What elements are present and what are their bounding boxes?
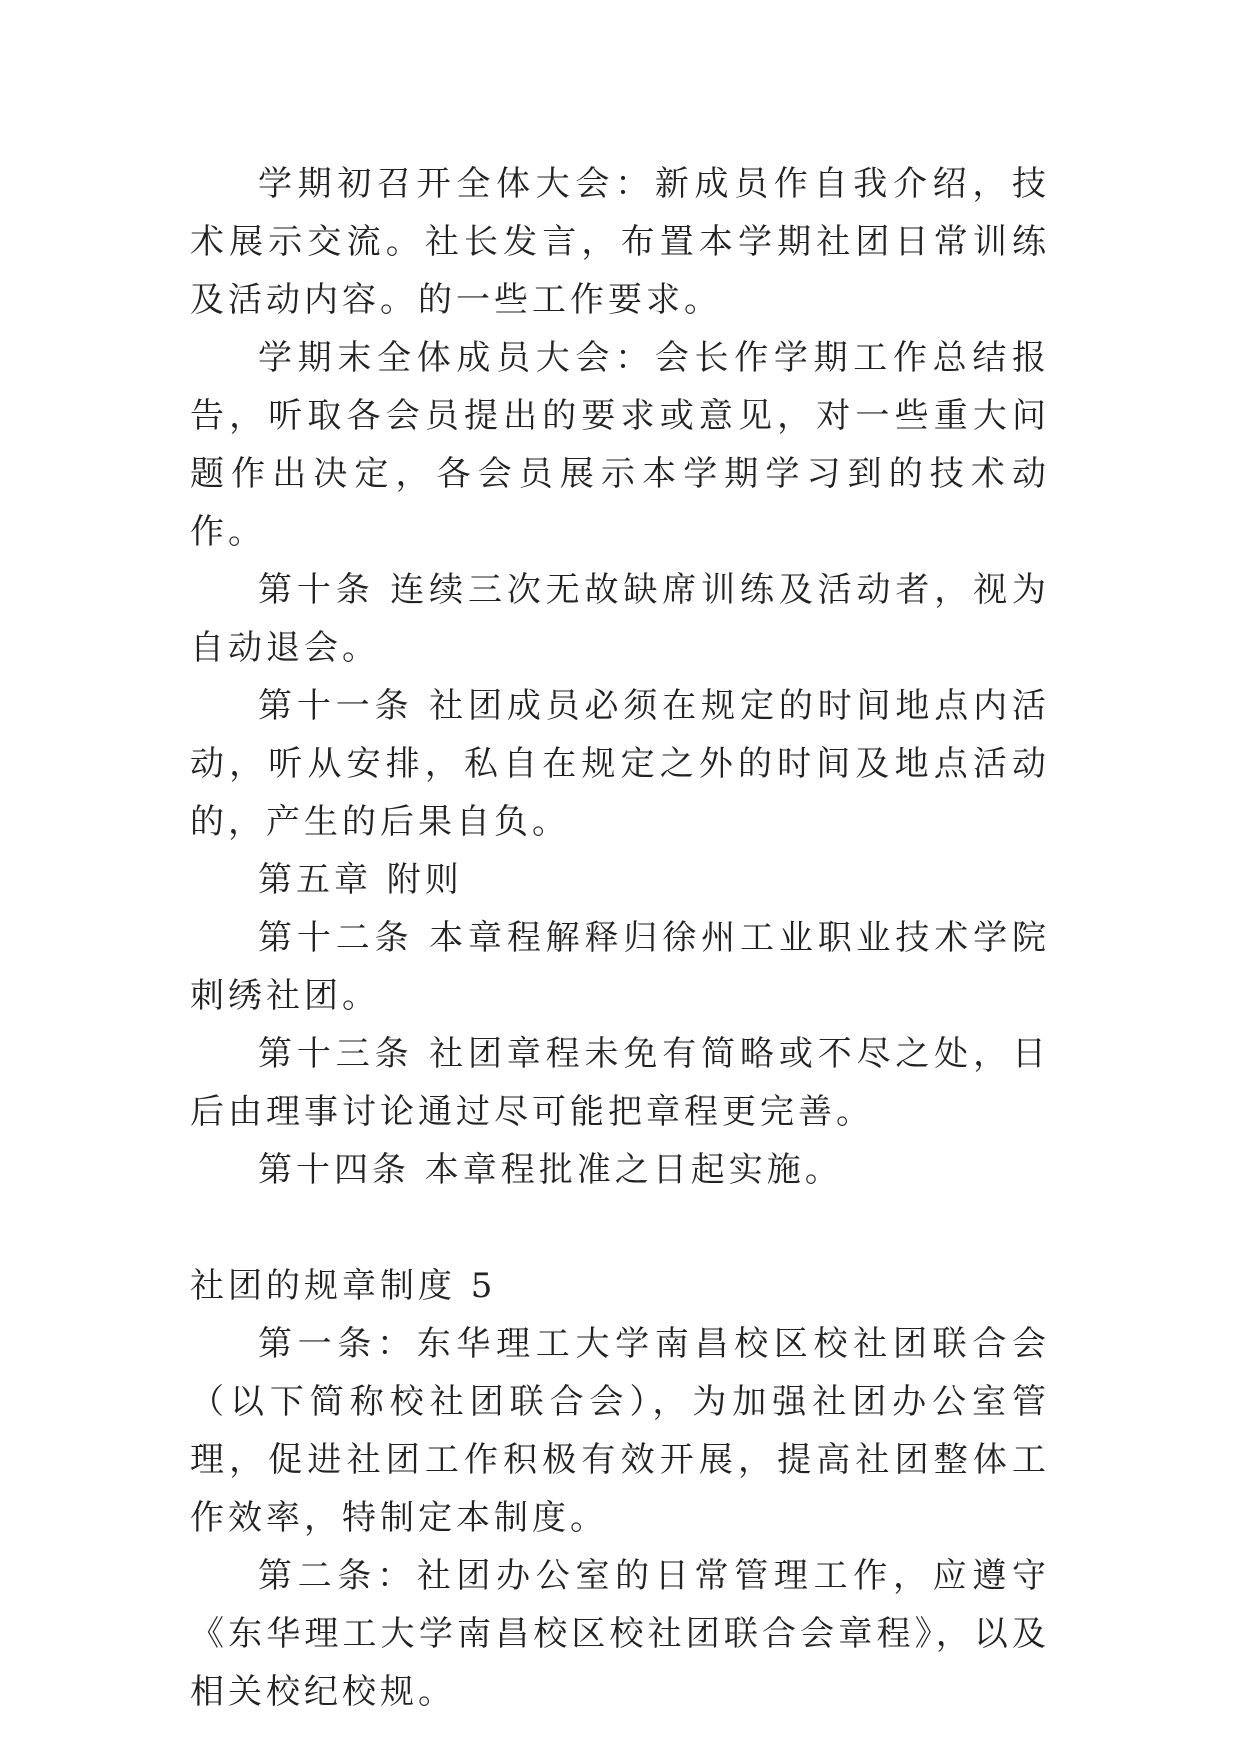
article-11: 第十一条 社团成员必须在规定的时间地点内活动，听从安排，私自在规定之外的时间及地点活动的，产生的后果自负。 — [190, 686, 1050, 842]
paragraph-end-of-term-meeting: 学期末全体成员大会：会长作学期工作总结报告，听取各会员提出的要求或意见，对一些重大问题作出决定，各会员展示本学期学习到的技术动作。 — [190, 338, 1050, 552]
article-13: 第十三条 社团章程未免有简略或不尽之处，日后由理事讨论通过尽可能把章程更完善。 — [190, 1034, 1050, 1132]
article-10: 第十条 连续三次无故缺席训练及活动者，视为自动退会。 — [190, 570, 1050, 668]
article-14: 第十四条 本章程批准之日起实施。 — [258, 1150, 843, 1190]
chapter-5-heading: 第五章 附则 — [258, 860, 463, 900]
rule-article-1: 第一条：东华理工大学南昌校区校社团联合会（以下简称校社团联合会），为加强社团办公室管理，促进社团工作积极有效开展，提高社团整体工作效率，特制定本制度。 — [190, 1324, 1050, 1538]
article-12: 第十二条 本章程解释归徐州工业职业技术学院刺绣社团。 — [190, 918, 1050, 1016]
rule-article-2: 第二条：社团办公室的日常管理工作，应遵守《东华理工大学南昌校区校社团联合会章程》，以及相关校纪校规。 — [190, 1556, 1050, 1712]
paragraph-start-of-term-meeting: 学期初召开全体大会：新成员作自我介绍，技术展示交流。社长发言，布置本学期社团日常训练及活动内容。的一些工作要求。 — [190, 164, 1050, 320]
section-title: 社团的规章制度 5 — [190, 1266, 497, 1306]
section-spacer — [190, 1199, 1050, 1257]
document-body — [190, 155, 1050, 1721]
